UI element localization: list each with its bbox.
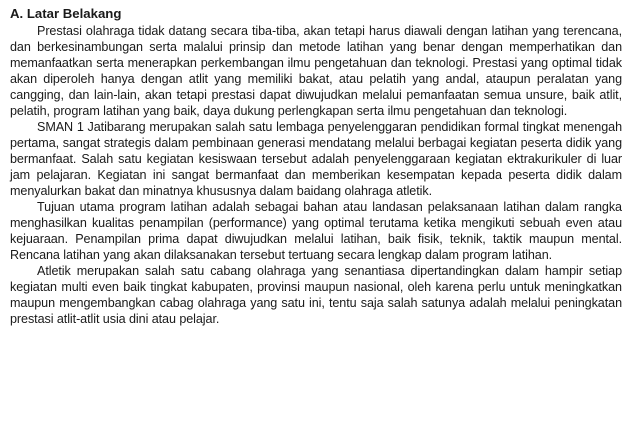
paragraph-4: Atletik merupakan salah satu cabang olahraga yang senantiasa dipertandingkan dalam hampir setiap kegiatan multi even baik tingkat kabupaten, provinsi maupun nasional, oleh karena perlu untuk meningkatkan maupun mengembangkan cabag olahraga yang satu ini, tentu saja salah satunya adalah melalui peningkatan prestasi atlit-atlit usia dini atau pelajar. [10, 264, 622, 326]
paragraph-1: Prestasi olahraga tidak datang secara tiba-tiba, akan tetapi harus diawali dengan latihan yang terencana, dan berkesinambungan serta malalui prinsip dan metode latihan yang benar dengan memperhatikan dan memanfaatkan serta menerapkan perkembangan ilmu pengetahuan dan teknologi. Prestasi yang optimal tidak akan diperoleh hanya dengan atlit yang memiliki bakat, atau pelatih yang andal, ataupun peralatan yang cangging, dan lain-lain, akan tetapi prestasi dapat diwujudkan melalui pemanfaatan semua unsure, baik atlit, pelatih, program latihan yang baik, daya dukung perlengkapan serta ilmu pengetahuan dan teknologi. [10, 24, 622, 118]
paragraph-3: Tujuan utama program latihan adalah sebagai bahan atau landasan pelaksanaan latihan dalam rangka menghasilkan kualitas penampilan (performance) yang optimal terutama ketika mengikuti sebuah even atau kejuaraan. Penampilan prima dapat diwujudkan melalui latihan, baik fisik, teknik, taktik maupun mental. Rencana latihan yang akan dilaksanakan tersebut tertuang secara lengkap dalam program latihan. [10, 200, 622, 262]
document-page [10, 5, 622, 327]
paragraph-2: SMAN 1 Jatibarang merupakan salah satu lembaga penyelenggaran pendidikan formal tingkat menengah pertama, sangat strategis dalam pembinaan generasi mendatang melalui berbagai kegiatan peserta didik yang bermanfaat. Salah satu kegiatan kesiswaan tersebut adalah penyelenggaraan kegiatan ektrakurikuler di luar jam pelajaran. Kegiatan ini sangat bermanfaat dan memberikan kesempatan kepada peserta didik dalam menyalurkan bakat dan minatnya khususnya dalam baidang olahraga atletik. [10, 120, 622, 198]
section-heading: A. Latar Belakang [10, 6, 122, 21]
